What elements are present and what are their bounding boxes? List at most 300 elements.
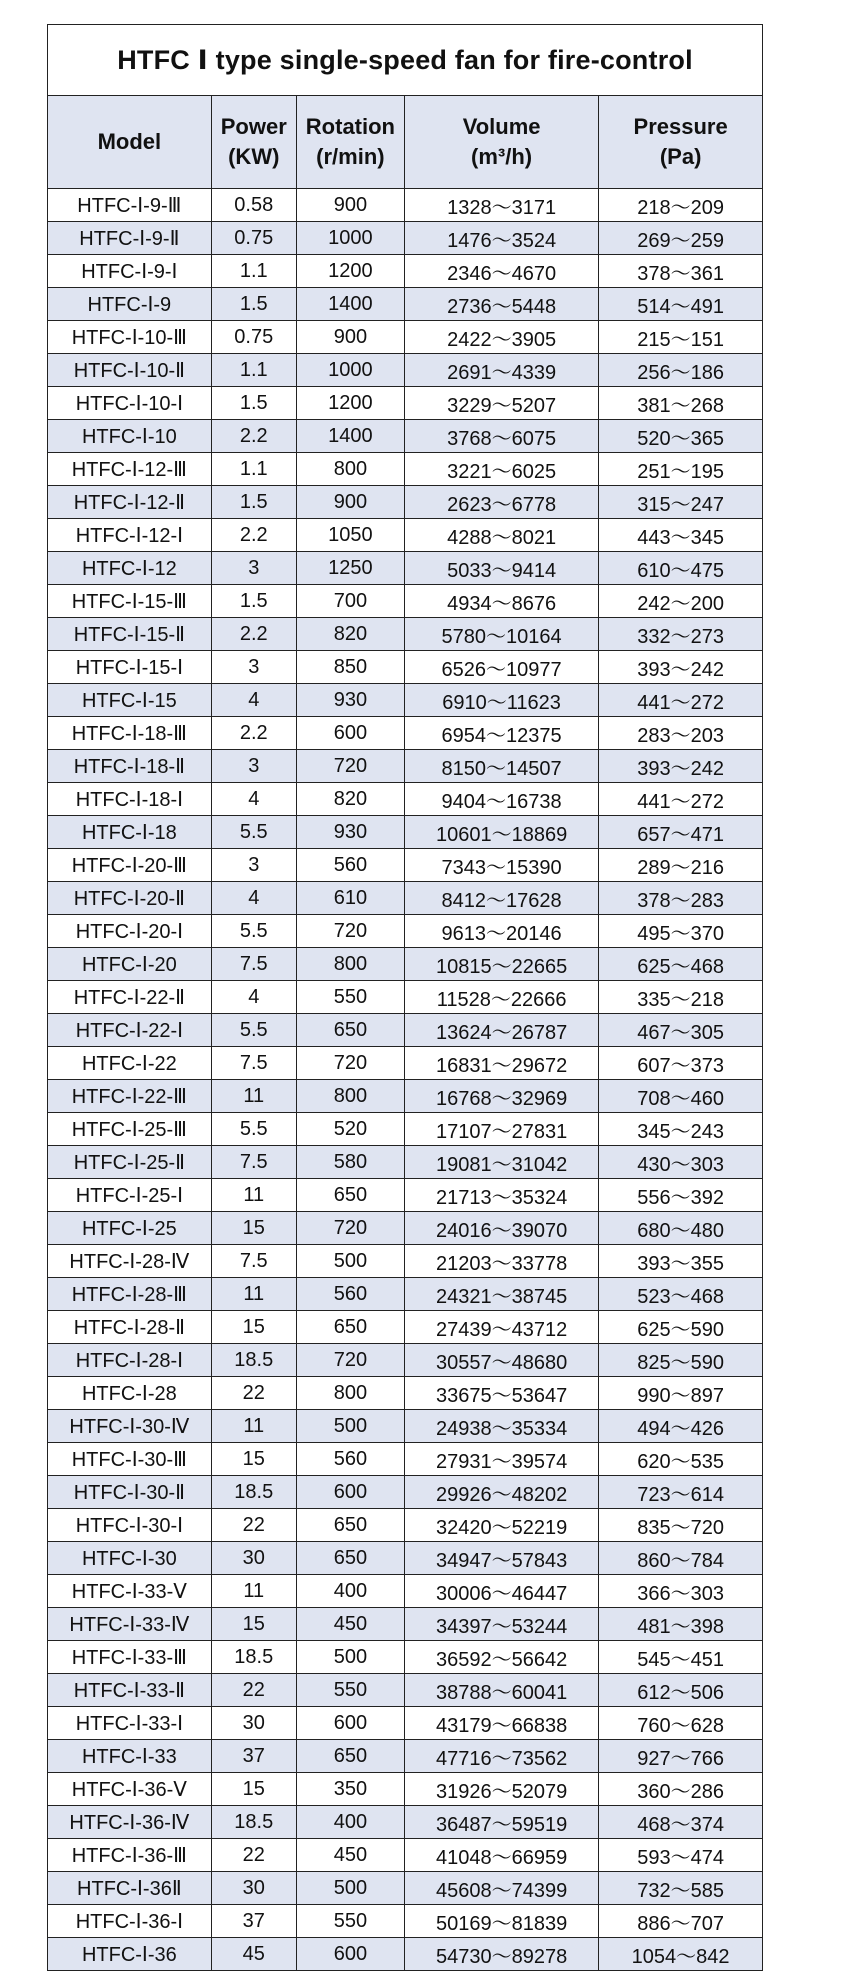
volume-cell: 21713～35324 bbox=[404, 1179, 598, 1212]
header-model bbox=[48, 96, 211, 189]
pressure-cell: 612～506 bbox=[599, 1674, 762, 1707]
rotation-cell: 600 bbox=[296, 1476, 404, 1509]
power-cell: 15 bbox=[211, 1311, 296, 1344]
pressure-cell: 256～186 bbox=[599, 354, 762, 387]
table-row bbox=[48, 1905, 762, 1938]
table-row bbox=[48, 189, 762, 222]
model-cell: HTFC-Ⅰ-33-Ⅲ bbox=[48, 1641, 211, 1674]
model-cell: HTFC-Ⅰ-9-Ⅲ bbox=[48, 189, 211, 222]
rotation-cell: 720 bbox=[296, 1047, 404, 1080]
table-row bbox=[48, 717, 762, 750]
rotation-cell: 560 bbox=[296, 849, 404, 882]
table-row bbox=[48, 1245, 762, 1278]
table-row bbox=[48, 816, 762, 849]
pressure-cell: 520～365 bbox=[599, 420, 762, 453]
volume-cell: 29926～48202 bbox=[404, 1476, 598, 1509]
table-row bbox=[48, 1674, 762, 1707]
table-row bbox=[48, 1311, 762, 1344]
volume-cell: 6954～12375 bbox=[404, 717, 598, 750]
model-cell: HTFC-Ⅰ-28 bbox=[48, 1377, 211, 1410]
pressure-cell: 251～195 bbox=[599, 453, 762, 486]
pressure-cell: 393～355 bbox=[599, 1245, 762, 1278]
pressure-cell: 620～535 bbox=[599, 1443, 762, 1476]
pressure-cell: 495～370 bbox=[599, 915, 762, 948]
model-cell: HTFC-Ⅰ-33-Ⅳ bbox=[48, 1608, 211, 1641]
pressure-cell: 315～247 bbox=[599, 486, 762, 519]
volume-cell: 34397～53244 bbox=[404, 1608, 598, 1641]
model-cell: HTFC-Ⅰ-10-Ⅲ bbox=[48, 321, 211, 354]
model-cell: HTFC-Ⅰ-20-Ⅰ bbox=[48, 915, 211, 948]
power-cell: 3 bbox=[211, 849, 296, 882]
volume-cell: 5033～9414 bbox=[404, 552, 598, 585]
pressure-cell: 625～468 bbox=[599, 948, 762, 981]
model-cell: HTFC-Ⅰ-28-Ⅲ bbox=[48, 1278, 211, 1311]
table-row bbox=[48, 222, 762, 255]
table-row bbox=[48, 1278, 762, 1311]
power-cell: 11 bbox=[211, 1179, 296, 1212]
model-cell: HTFC-Ⅰ-22-Ⅱ bbox=[48, 981, 211, 1014]
volume-cell: 2422～3905 bbox=[404, 321, 598, 354]
power-cell: 22 bbox=[211, 1509, 296, 1542]
volume-cell: 13624～26787 bbox=[404, 1014, 598, 1047]
model-cell: HTFC-Ⅰ-10 bbox=[48, 420, 211, 453]
rotation-cell: 600 bbox=[296, 1938, 404, 1971]
table-title: HTFC Ⅰ type single-speed fan for fire-control bbox=[48, 25, 762, 96]
table-row bbox=[48, 1707, 762, 1740]
rotation-cell: 500 bbox=[296, 1872, 404, 1905]
model-cell: HTFC-Ⅰ-33-Ⅰ bbox=[48, 1707, 211, 1740]
pressure-cell: 366～303 bbox=[599, 1575, 762, 1608]
rotation-cell: 720 bbox=[296, 1344, 404, 1377]
model-cell: HTFC-Ⅰ-30-Ⅲ bbox=[48, 1443, 211, 1476]
model-cell: HTFC-Ⅰ-9 bbox=[48, 288, 211, 321]
volume-cell: 5780～10164 bbox=[404, 618, 598, 651]
table-row bbox=[48, 651, 762, 684]
rotation-cell: 720 bbox=[296, 750, 404, 783]
model-cell: HTFC-Ⅰ-28-Ⅰ bbox=[48, 1344, 211, 1377]
rotation-cell: 650 bbox=[296, 1542, 404, 1575]
volume-cell: 30006～46447 bbox=[404, 1575, 598, 1608]
table-row bbox=[48, 1344, 762, 1377]
pressure-cell: 708～460 bbox=[599, 1080, 762, 1113]
pressure-cell: 657～471 bbox=[599, 816, 762, 849]
table-row bbox=[48, 321, 762, 354]
pressure-cell: 467～305 bbox=[599, 1014, 762, 1047]
table-row bbox=[48, 1509, 762, 1542]
pressure-cell: 545～451 bbox=[599, 1641, 762, 1674]
rotation-cell: 720 bbox=[296, 915, 404, 948]
table-row bbox=[48, 618, 762, 651]
pressure-cell: 723～614 bbox=[599, 1476, 762, 1509]
pressure-cell: 289～216 bbox=[599, 849, 762, 882]
power-cell: 15 bbox=[211, 1773, 296, 1806]
model-cell: HTFC-Ⅰ-22-Ⅰ bbox=[48, 1014, 211, 1047]
header-model-label: Model bbox=[97, 129, 162, 154]
table-row bbox=[48, 948, 762, 981]
volume-cell: 2736～5448 bbox=[404, 288, 598, 321]
header-rotation-unit: (r/min) bbox=[316, 144, 385, 169]
rotation-cell: 1250 bbox=[296, 552, 404, 585]
header-power bbox=[211, 96, 296, 189]
model-cell: HTFC-Ⅰ-30-Ⅰ bbox=[48, 1509, 211, 1542]
volume-cell: 31926～52079 bbox=[404, 1773, 598, 1806]
header-power-unit: (KW) bbox=[228, 144, 280, 169]
volume-cell: 2346～4670 bbox=[404, 255, 598, 288]
rotation-cell: 820 bbox=[296, 783, 404, 816]
pressure-cell: 481～398 bbox=[599, 1608, 762, 1641]
table-row bbox=[48, 1014, 762, 1047]
table-row bbox=[48, 288, 762, 321]
table-row bbox=[48, 684, 762, 717]
power-cell: 0.75 bbox=[211, 321, 296, 354]
rotation-cell: 600 bbox=[296, 717, 404, 750]
table-row bbox=[48, 1872, 762, 1905]
pressure-cell: 215～151 bbox=[599, 321, 762, 354]
model-cell: HTFC-Ⅰ-22 bbox=[48, 1047, 211, 1080]
power-cell: 5.5 bbox=[211, 915, 296, 948]
pressure-cell: 886～707 bbox=[599, 1905, 762, 1938]
power-cell: 11 bbox=[211, 1080, 296, 1113]
volume-cell: 8412～17628 bbox=[404, 882, 598, 915]
volume-cell: 3229～5207 bbox=[404, 387, 598, 420]
volume-cell: 30557～48680 bbox=[404, 1344, 598, 1377]
volume-cell: 8150～14507 bbox=[404, 750, 598, 783]
model-cell: HTFC-Ⅰ-15-Ⅲ bbox=[48, 585, 211, 618]
volume-cell: 3768～6075 bbox=[404, 420, 598, 453]
model-cell: HTFC-Ⅰ-33-Ⅱ bbox=[48, 1674, 211, 1707]
model-cell: HTFC-Ⅰ-9-Ⅰ bbox=[48, 255, 211, 288]
pressure-cell: 441～272 bbox=[599, 684, 762, 717]
table-row bbox=[48, 882, 762, 915]
model-cell: HTFC-Ⅰ-12 bbox=[48, 552, 211, 585]
model-cell: HTFC-Ⅰ-18-Ⅰ bbox=[48, 783, 211, 816]
pressure-cell: 732～585 bbox=[599, 1872, 762, 1905]
model-cell: HTFC-Ⅰ-15-Ⅰ bbox=[48, 651, 211, 684]
volume-cell: 7343～15390 bbox=[404, 849, 598, 882]
pressure-cell: 378～283 bbox=[599, 882, 762, 915]
volume-cell: 16768～32969 bbox=[404, 1080, 598, 1113]
pressure-cell: 468～374 bbox=[599, 1806, 762, 1839]
rotation-cell: 580 bbox=[296, 1146, 404, 1179]
rotation-cell: 560 bbox=[296, 1278, 404, 1311]
rotation-cell: 800 bbox=[296, 1377, 404, 1410]
volume-cell: 4288～8021 bbox=[404, 519, 598, 552]
volume-cell: 9404～16738 bbox=[404, 783, 598, 816]
table-row bbox=[48, 486, 762, 519]
volume-cell: 11528～22666 bbox=[404, 981, 598, 1014]
volume-cell: 24938～35334 bbox=[404, 1410, 598, 1443]
pressure-cell: 825～590 bbox=[599, 1344, 762, 1377]
rotation-cell: 1000 bbox=[296, 354, 404, 387]
rotation-cell: 1000 bbox=[296, 222, 404, 255]
pressure-cell: 335～218 bbox=[599, 981, 762, 1014]
volume-cell: 4934～8676 bbox=[404, 585, 598, 618]
table-row bbox=[48, 1113, 762, 1146]
power-cell: 3 bbox=[211, 750, 296, 783]
volume-cell: 17107～27831 bbox=[404, 1113, 598, 1146]
pressure-cell: 443～345 bbox=[599, 519, 762, 552]
volume-cell: 24321～38745 bbox=[404, 1278, 598, 1311]
pressure-cell: 345～243 bbox=[599, 1113, 762, 1146]
rotation-cell: 500 bbox=[296, 1245, 404, 1278]
rotation-cell: 900 bbox=[296, 486, 404, 519]
volume-cell: 38788～60041 bbox=[404, 1674, 598, 1707]
power-cell: 30 bbox=[211, 1872, 296, 1905]
rotation-cell: 600 bbox=[296, 1707, 404, 1740]
power-cell: 1.5 bbox=[211, 387, 296, 420]
model-cell: HTFC-Ⅰ-10-Ⅰ bbox=[48, 387, 211, 420]
power-cell: 3 bbox=[211, 651, 296, 684]
table-row bbox=[48, 1179, 762, 1212]
model-cell: HTFC-Ⅰ-15 bbox=[48, 684, 211, 717]
table-row bbox=[48, 453, 762, 486]
pressure-cell: 514～491 bbox=[599, 288, 762, 321]
table-row bbox=[48, 1575, 762, 1608]
header-rotation-label: Rotation bbox=[305, 114, 395, 139]
model-cell: HTFC-Ⅰ-18-Ⅱ bbox=[48, 750, 211, 783]
rotation-cell: 720 bbox=[296, 1212, 404, 1245]
power-cell: 7.5 bbox=[211, 948, 296, 981]
volume-cell: 50169～81839 bbox=[404, 1905, 598, 1938]
power-cell: 4 bbox=[211, 783, 296, 816]
power-cell: 2.2 bbox=[211, 717, 296, 750]
volume-cell: 27439～43712 bbox=[404, 1311, 598, 1344]
power-cell: 30 bbox=[211, 1542, 296, 1575]
table-body bbox=[48, 189, 762, 1971]
power-cell: 37 bbox=[211, 1905, 296, 1938]
rotation-cell: 560 bbox=[296, 1443, 404, 1476]
volume-cell: 36487～59519 bbox=[404, 1806, 598, 1839]
power-cell: 5.5 bbox=[211, 816, 296, 849]
power-cell: 1.5 bbox=[211, 486, 296, 519]
rotation-cell: 1400 bbox=[296, 288, 404, 321]
power-cell: 11 bbox=[211, 1410, 296, 1443]
power-cell: 2.2 bbox=[211, 420, 296, 453]
model-cell: HTFC-Ⅰ-12-Ⅱ bbox=[48, 486, 211, 519]
rotation-cell: 800 bbox=[296, 948, 404, 981]
spec-table-frame bbox=[47, 24, 763, 1971]
pressure-cell: 927～766 bbox=[599, 1740, 762, 1773]
table-row bbox=[48, 1146, 762, 1179]
rotation-cell: 700 bbox=[296, 585, 404, 618]
pressure-cell: 360～286 bbox=[599, 1773, 762, 1806]
power-cell: 2.2 bbox=[211, 618, 296, 651]
model-cell: HTFC-Ⅰ-25-Ⅲ bbox=[48, 1113, 211, 1146]
power-cell: 1.5 bbox=[211, 585, 296, 618]
pressure-cell: 610～475 bbox=[599, 552, 762, 585]
volume-cell: 41048～66959 bbox=[404, 1839, 598, 1872]
table-row bbox=[48, 1476, 762, 1509]
rotation-cell: 550 bbox=[296, 1905, 404, 1938]
rotation-cell: 550 bbox=[296, 981, 404, 1014]
table-row bbox=[48, 519, 762, 552]
power-cell: 37 bbox=[211, 1740, 296, 1773]
table-row bbox=[48, 1080, 762, 1113]
table-header bbox=[48, 96, 762, 189]
table-row bbox=[48, 1608, 762, 1641]
table-row bbox=[48, 981, 762, 1014]
power-cell: 22 bbox=[211, 1674, 296, 1707]
pressure-cell: 430～303 bbox=[599, 1146, 762, 1179]
volume-cell: 33675～53647 bbox=[404, 1377, 598, 1410]
volume-cell: 3221～6025 bbox=[404, 453, 598, 486]
model-cell: HTFC-Ⅰ-15-Ⅱ bbox=[48, 618, 211, 651]
rotation-cell: 930 bbox=[296, 684, 404, 717]
model-cell: HTFC-Ⅰ-18 bbox=[48, 816, 211, 849]
table-row bbox=[48, 585, 762, 618]
rotation-cell: 820 bbox=[296, 618, 404, 651]
model-cell: HTFC-Ⅰ-30 bbox=[48, 1542, 211, 1575]
power-cell: 18.5 bbox=[211, 1344, 296, 1377]
model-cell: HTFC-Ⅰ-20-Ⅱ bbox=[48, 882, 211, 915]
model-cell: HTFC-Ⅰ-25-Ⅱ bbox=[48, 1146, 211, 1179]
pressure-cell: 556～392 bbox=[599, 1179, 762, 1212]
volume-cell: 43179～66838 bbox=[404, 1707, 598, 1740]
fan-spec-table bbox=[48, 96, 762, 1970]
table-row bbox=[48, 354, 762, 387]
model-cell: HTFC-Ⅰ-12-Ⅲ bbox=[48, 453, 211, 486]
model-cell: HTFC-Ⅰ-33 bbox=[48, 1740, 211, 1773]
volume-cell: 19081～31042 bbox=[404, 1146, 598, 1179]
power-cell: 18.5 bbox=[211, 1641, 296, 1674]
model-cell: HTFC-Ⅰ-20-Ⅲ bbox=[48, 849, 211, 882]
volume-cell: 10815～22665 bbox=[404, 948, 598, 981]
volume-cell: 21203～33778 bbox=[404, 1245, 598, 1278]
table-row bbox=[48, 1806, 762, 1839]
pressure-cell: 625～590 bbox=[599, 1311, 762, 1344]
rotation-cell: 930 bbox=[296, 816, 404, 849]
model-cell: HTFC-Ⅰ-36-Ⅲ bbox=[48, 1839, 211, 1872]
model-cell: HTFC-Ⅰ-36 bbox=[48, 1938, 211, 1971]
rotation-cell: 1200 bbox=[296, 255, 404, 288]
model-cell: HTFC-Ⅰ-36Ⅱ bbox=[48, 1872, 211, 1905]
model-cell: HTFC-Ⅰ-9-Ⅱ bbox=[48, 222, 211, 255]
header-volume-unit: (m³/h) bbox=[471, 144, 533, 169]
header-pressure-label: Pressure bbox=[633, 114, 728, 139]
model-cell: HTFC-Ⅰ-20 bbox=[48, 948, 211, 981]
volume-cell: 9613～20146 bbox=[404, 915, 598, 948]
model-cell: HTFC-Ⅰ-36-Ⅳ bbox=[48, 1806, 211, 1839]
pressure-cell: 607～373 bbox=[599, 1047, 762, 1080]
table-row bbox=[48, 1377, 762, 1410]
power-cell: 5.5 bbox=[211, 1113, 296, 1146]
power-cell: 2.2 bbox=[211, 519, 296, 552]
power-cell: 1.5 bbox=[211, 288, 296, 321]
rotation-cell: 650 bbox=[296, 1740, 404, 1773]
volume-cell: 54730～89278 bbox=[404, 1938, 598, 1971]
rotation-cell: 450 bbox=[296, 1608, 404, 1641]
volume-cell: 1476～3524 bbox=[404, 222, 598, 255]
pressure-cell: 269～259 bbox=[599, 222, 762, 255]
volume-cell: 34947～57843 bbox=[404, 1542, 598, 1575]
pressure-cell: 378～361 bbox=[599, 255, 762, 288]
volume-cell: 6910～11623 bbox=[404, 684, 598, 717]
power-cell: 15 bbox=[211, 1443, 296, 1476]
power-cell: 11 bbox=[211, 1278, 296, 1311]
table-row bbox=[48, 1773, 762, 1806]
power-cell: 15 bbox=[211, 1212, 296, 1245]
volume-cell: 16831～29672 bbox=[404, 1047, 598, 1080]
model-cell: HTFC-Ⅰ-10-Ⅱ bbox=[48, 354, 211, 387]
model-cell: HTFC-Ⅰ-36-Ⅰ bbox=[48, 1905, 211, 1938]
power-cell: 7.5 bbox=[211, 1146, 296, 1179]
table-row bbox=[48, 849, 762, 882]
pressure-cell: 441～272 bbox=[599, 783, 762, 816]
power-cell: 22 bbox=[211, 1839, 296, 1872]
rotation-cell: 350 bbox=[296, 1773, 404, 1806]
power-cell: 0.75 bbox=[211, 222, 296, 255]
rotation-cell: 650 bbox=[296, 1311, 404, 1344]
rotation-cell: 400 bbox=[296, 1575, 404, 1608]
volume-cell: 45608～74399 bbox=[404, 1872, 598, 1905]
volume-cell: 47716～73562 bbox=[404, 1740, 598, 1773]
table-row bbox=[48, 1839, 762, 1872]
power-cell: 4 bbox=[211, 882, 296, 915]
table-row bbox=[48, 420, 762, 453]
power-cell: 1.1 bbox=[211, 255, 296, 288]
rotation-cell: 450 bbox=[296, 1839, 404, 1872]
rotation-cell: 520 bbox=[296, 1113, 404, 1146]
power-cell: 7.5 bbox=[211, 1245, 296, 1278]
rotation-cell: 500 bbox=[296, 1641, 404, 1674]
rotation-cell: 500 bbox=[296, 1410, 404, 1443]
pressure-cell: 218～209 bbox=[599, 189, 762, 222]
power-cell: 3 bbox=[211, 552, 296, 585]
rotation-cell: 650 bbox=[296, 1509, 404, 1542]
model-cell: HTFC-Ⅰ-22-Ⅲ bbox=[48, 1080, 211, 1113]
power-cell: 1.1 bbox=[211, 354, 296, 387]
power-cell: 4 bbox=[211, 684, 296, 717]
header-volume-label: Volume bbox=[462, 114, 541, 139]
table-row bbox=[48, 1047, 762, 1080]
power-cell: 1.1 bbox=[211, 453, 296, 486]
pressure-cell: 393～242 bbox=[599, 750, 762, 783]
rotation-cell: 850 bbox=[296, 651, 404, 684]
rotation-cell: 610 bbox=[296, 882, 404, 915]
model-cell: HTFC-Ⅰ-28-Ⅱ bbox=[48, 1311, 211, 1344]
pressure-cell: 860～784 bbox=[599, 1542, 762, 1575]
table-row bbox=[48, 1410, 762, 1443]
table-row bbox=[48, 1641, 762, 1674]
pressure-cell: 593～474 bbox=[599, 1839, 762, 1872]
pressure-cell: 990～897 bbox=[599, 1377, 762, 1410]
volume-cell: 2623～6778 bbox=[404, 486, 598, 519]
model-cell: HTFC-Ⅰ-25 bbox=[48, 1212, 211, 1245]
rotation-cell: 400 bbox=[296, 1806, 404, 1839]
power-cell: 18.5 bbox=[211, 1806, 296, 1839]
table-row bbox=[48, 1740, 762, 1773]
volume-cell: 10601～18869 bbox=[404, 816, 598, 849]
model-cell: HTFC-Ⅰ-25-Ⅰ bbox=[48, 1179, 211, 1212]
rotation-cell: 800 bbox=[296, 1080, 404, 1113]
table-row bbox=[48, 552, 762, 585]
volume-cell: 24016～39070 bbox=[404, 1212, 598, 1245]
power-cell: 45 bbox=[211, 1938, 296, 1971]
power-cell: 22 bbox=[211, 1377, 296, 1410]
power-cell: 0.58 bbox=[211, 189, 296, 222]
power-cell: 18.5 bbox=[211, 1476, 296, 1509]
power-cell: 15 bbox=[211, 1608, 296, 1641]
pressure-cell: 393～242 bbox=[599, 651, 762, 684]
volume-cell: 2691～4339 bbox=[404, 354, 598, 387]
header-rotation bbox=[296, 96, 404, 189]
rotation-cell: 1200 bbox=[296, 387, 404, 420]
pressure-cell: 283～203 bbox=[599, 717, 762, 750]
header-row bbox=[48, 96, 762, 189]
pressure-cell: 760～628 bbox=[599, 1707, 762, 1740]
table-row bbox=[48, 255, 762, 288]
header-pressure-unit: (Pa) bbox=[659, 144, 702, 169]
